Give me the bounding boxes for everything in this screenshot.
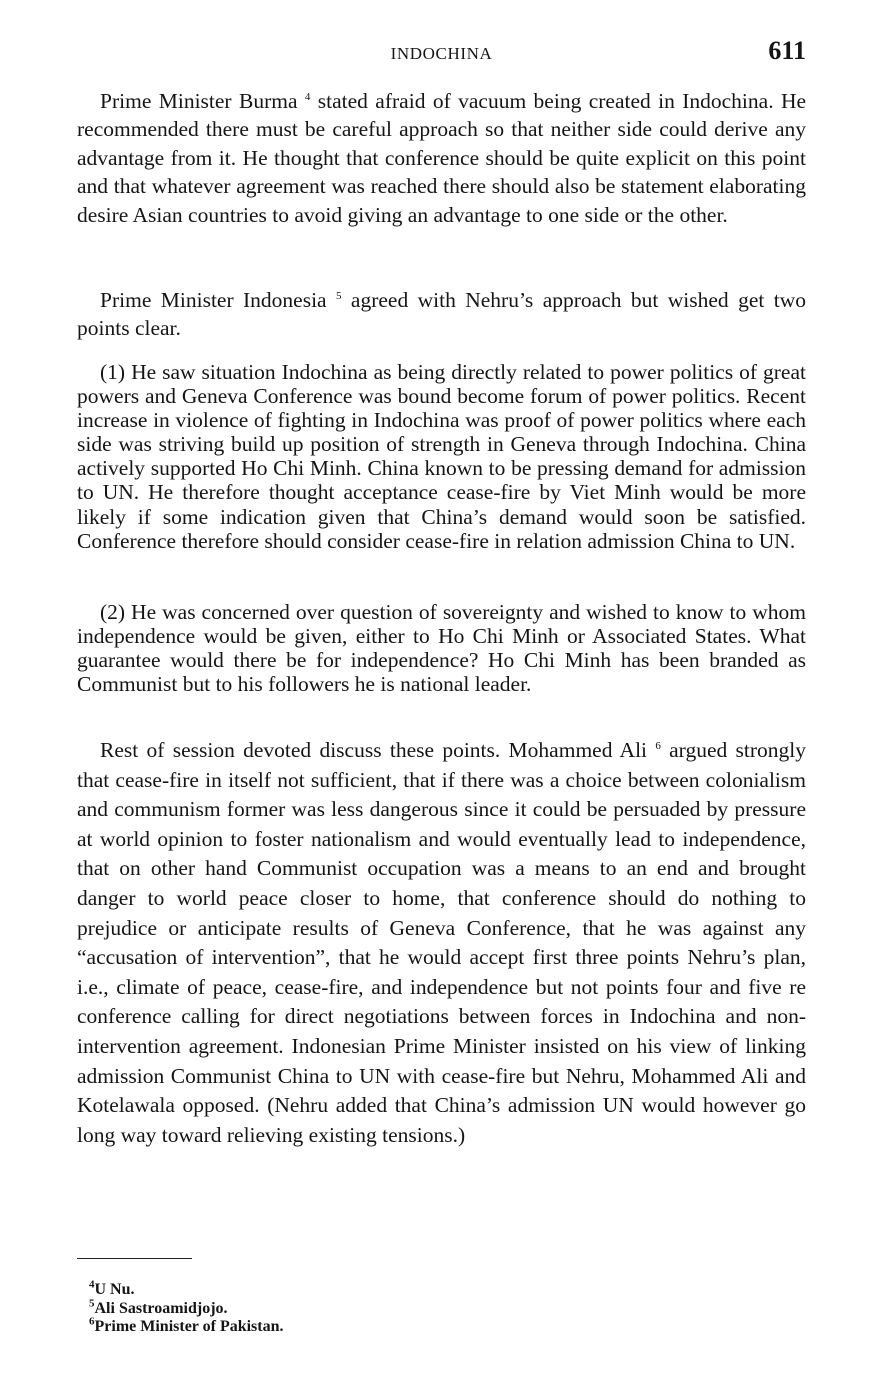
footnotes — [89, 1278, 689, 1337]
footnote-4 — [89, 1278, 689, 1300]
footnote-text: Prime Minister of Pakistan. — [94, 1318, 284, 1335]
paragraph-text: Rest of session devoted discuss these points. Mohammed Ali — [100, 738, 648, 762]
footnote-ref-4: 4 — [304, 90, 311, 103]
footnote-ref-6: 6 — [655, 739, 661, 752]
paragraph-text: agreed with Nehru’s approach but wished get two points clear. — [77, 288, 806, 341]
page-number: 611 — [768, 36, 806, 65]
paragraph-text: Prime Minister Indonesia — [100, 288, 327, 312]
point-one: (1) He saw situation Indochina as being directly related to power politics of great powers and Geneva Conference was bound become forum of power politics. Recent increase in violence of fighting in Indochina was proof of power politics where each side was striving build up position of strength in Geneva through Indochina. China actively supported Ho Chi Minh. China known to be pressing demand for admission to UN. He therefore thought acceptance cease-fire by Viet Minh would be more likely if some indication given that China’s demand would soon be satisfied. Conference therefore should consider cease-fire in relation admission China to UN. — [77, 360, 806, 553]
footnote-marker: 4 — [89, 1278, 95, 1291]
point-two: (2) He was concerned over question of sovereignty and wished to know to whom independence would be given, either to Ho Chi Minh or Associated States. What guarantee would there be for independence? Ho Chi Minh has been branded as Communist but to his followers he is national leader. — [77, 600, 806, 697]
paragraph-text: stated afraid of vacuum being created in Indochina. He recommended there must be careful approach so that neither side could derive any advantage from it. He thought that conference should be quite explicit on this point and that whatever agreement was reached there should also be statement elaborating desire Asian countries to avoid giving an advantage to one side or the other. — [77, 89, 807, 227]
footnote-marker: 6 — [89, 1315, 95, 1328]
paragraph-session-discussion — [77, 736, 806, 1150]
footnote-marker: 5 — [89, 1297, 95, 1310]
paragraph-indonesia — [77, 286, 806, 343]
footnote-ref-5: 5 — [336, 289, 342, 302]
footnote-text: Ali Sastroamidjojo. — [94, 1299, 228, 1317]
running-head: INDOCHINA — [390, 44, 493, 63]
footnote-5 — [89, 1297, 689, 1319]
paragraph-burma — [77, 87, 806, 229]
footnote-divider — [77, 1258, 192, 1259]
page-header — [77, 36, 806, 72]
paragraph-text: Prime Minister Burma — [100, 89, 298, 113]
paragraph-text: argued strongly that cease-fire in itself not sufficient, that if there was a choice between colonialism and communism former was less dangerous since it could be persuaded by pressure at world opinion to foster nationalism and would eventually lead to independence, that on other hand Communist occupation was a means to an end and brought danger to world peace closer to home, that conference should do nothing to prejudice or anticipate results of Geneva Conference, that he was against any “accusation of intervention”, that he would accept first three points Nehru’s plan, i.e., climate of peace, cease-fire, and independence but not points four and five re conference calling for direct negotiations between forces in Indochina and non-intervention agreement. Indonesian Prime Minister insisted on his view of linking admission Communist China to UN with cease-fire but Nehru, Mohammed Ali and Kotelawala opposed. (Nehru added that China’s admission UN would however go long way toward relieving existing tensions.) — [77, 738, 807, 1147]
footnote-6 — [89, 1315, 689, 1337]
footnote-text: U Nu. — [94, 1281, 135, 1298]
